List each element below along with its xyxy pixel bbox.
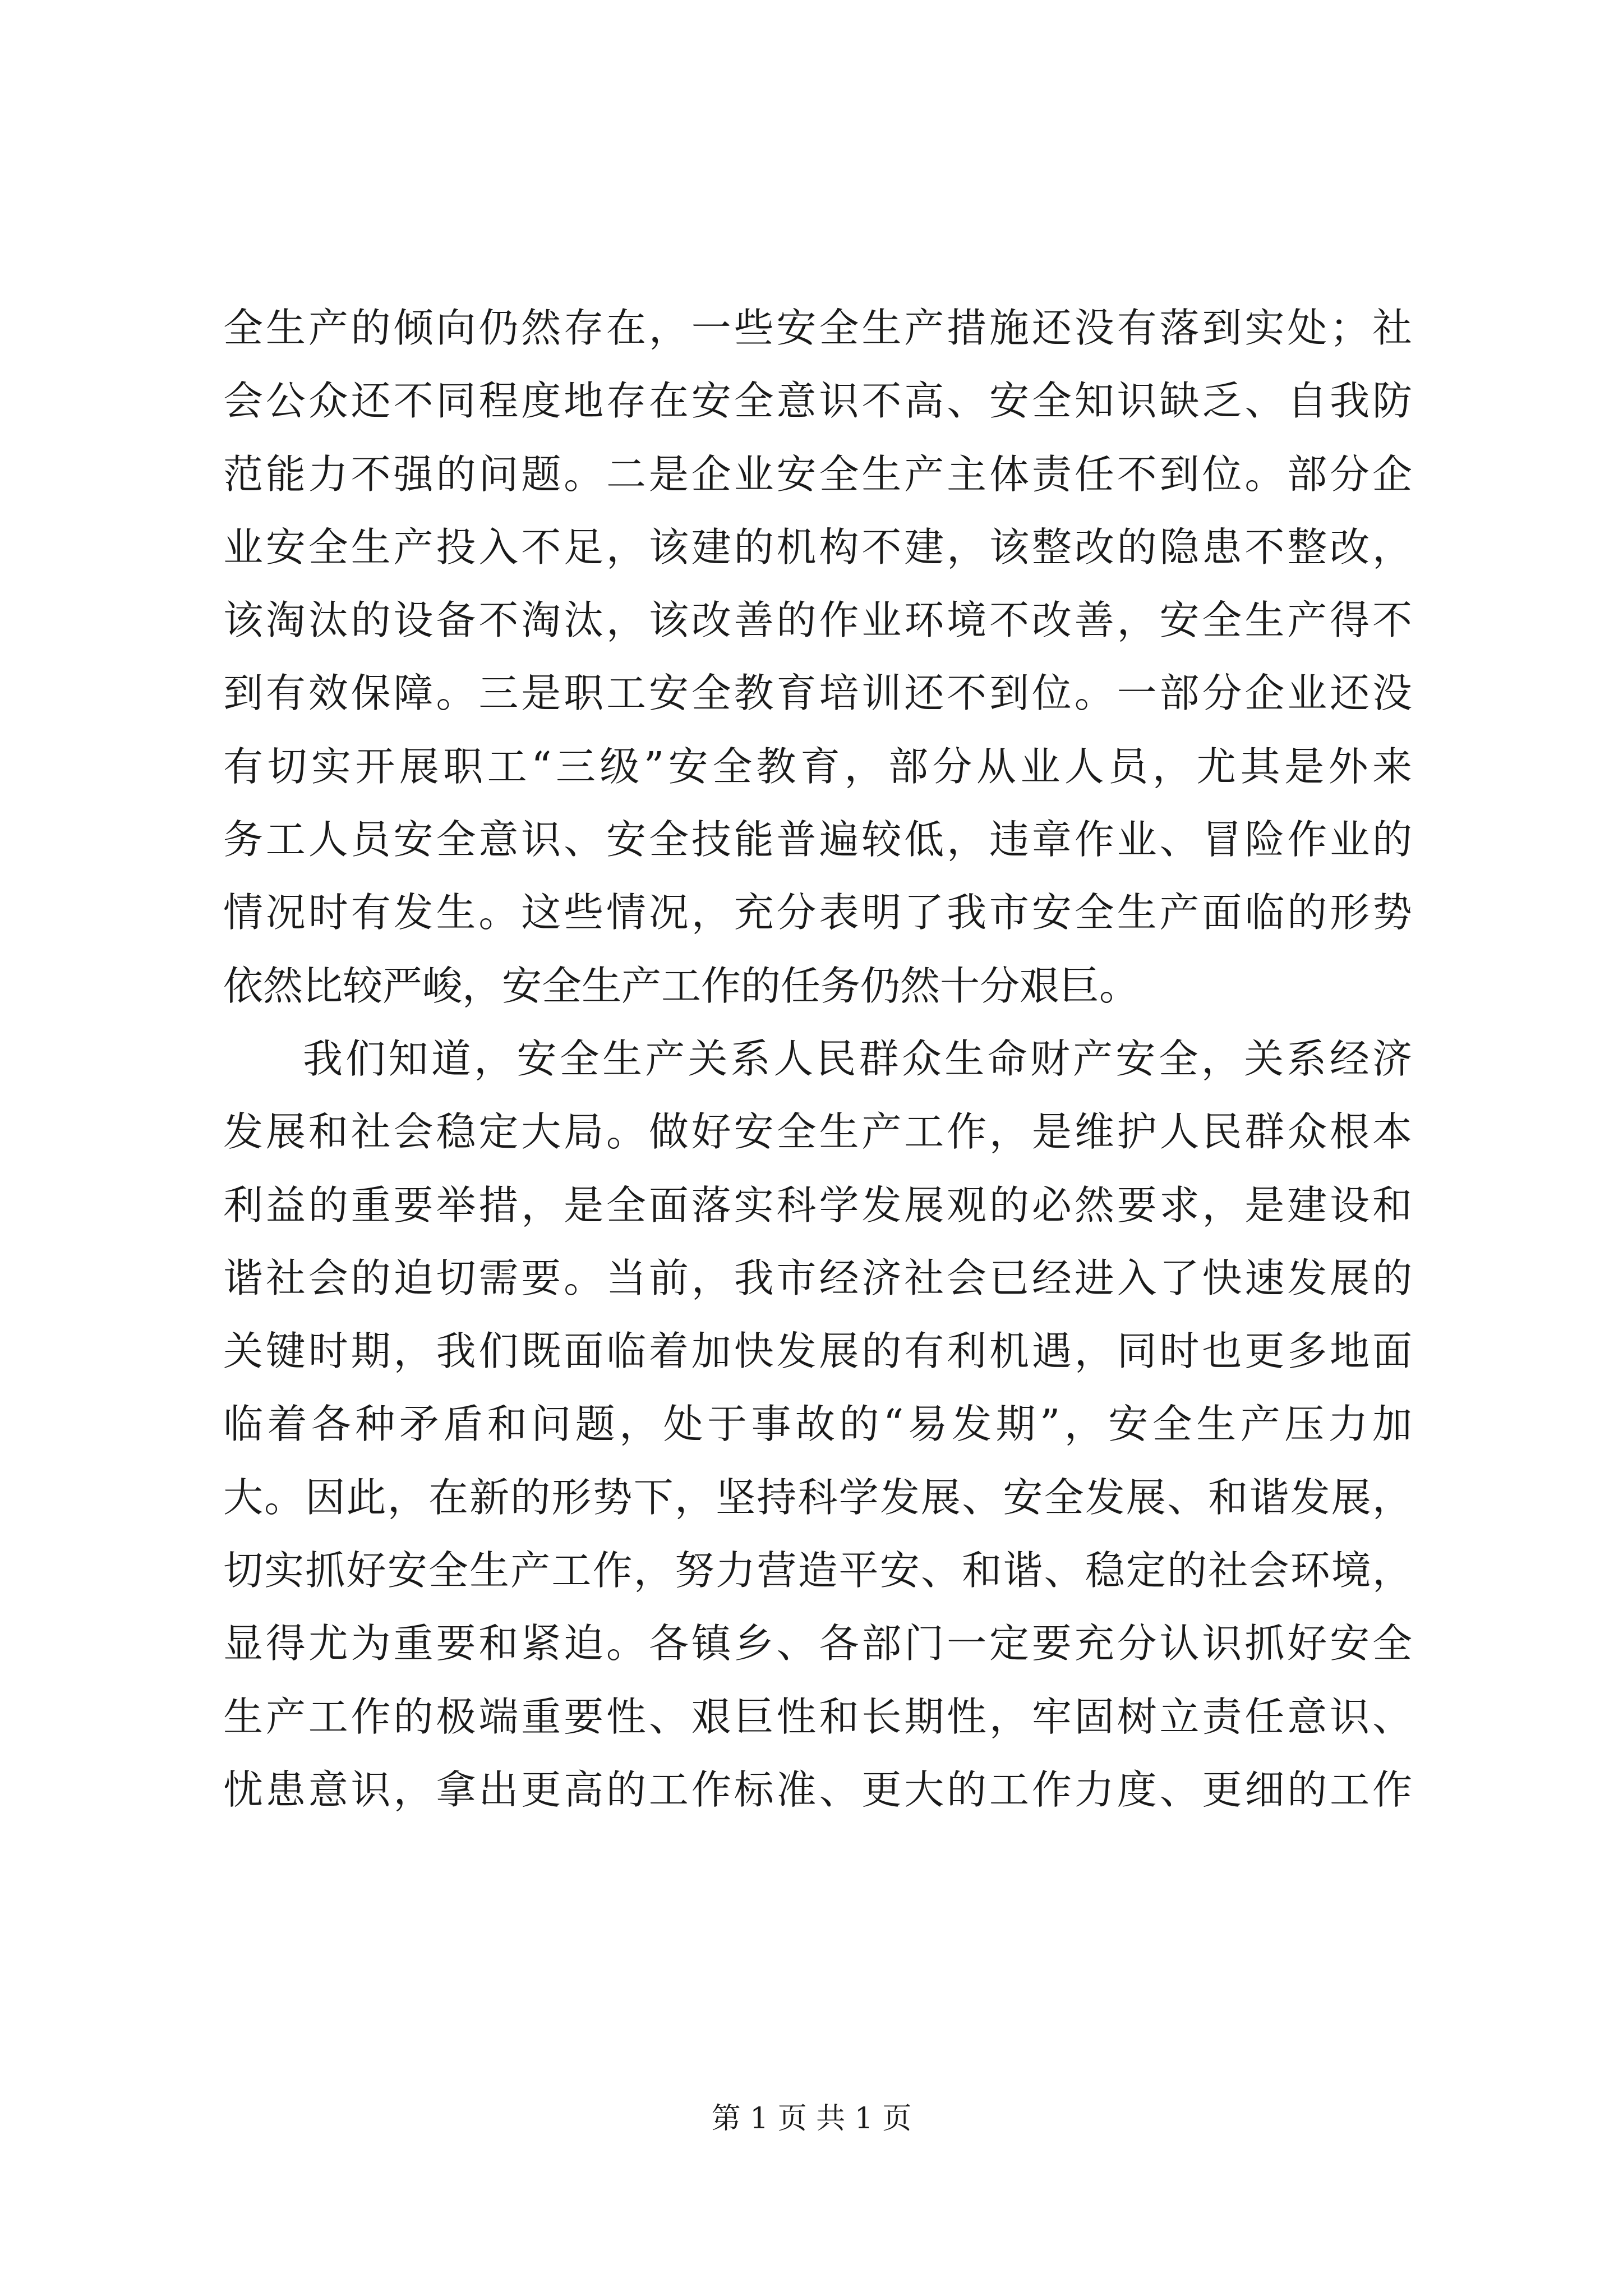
page-number-footer: 第 1 页 共 1 页 [711,2102,912,2136]
text-line: 会公众还不同程度地存在安全意识不高、安全知识缺乏、自我防 [223,378,1412,425]
text-line: 谐社会的迫切需要。当前，我市经济社会已经进入了快速发展的 [223,1254,1412,1301]
text-line: 该淘汰的设备不淘汰，该改善的作业环境不改善，安全生产得不 [223,597,1412,644]
text-line: 范能力不强的问题。二是企业安全生产主体责任不到位。部分企 [223,450,1412,498]
text-line: 生产工作的极端重要性、艰巨性和长期性，牢固树立责任意识、 [223,1693,1412,1740]
text-line: 依然比较严峻，安全生产工作的任务仍然十分艰巨。 [223,962,1140,1009]
text-line: 全生产的倾向仍然存在，一些安全生产措施还没有落到实处；社 [223,305,1412,351]
text-line: 发展和社会稳定大局。做好安全生产工作，是维护人民群众根本 [223,1108,1412,1156]
text-line: 临着各种矛盾和问题，处于事故的“易发期”，安全生产压力加 [223,1401,1412,1448]
text-line: 情况时有发生。这些情况，充分表明了我市安全生产面临的形势 [223,889,1412,936]
text-line: 显得尤为重要和紧迫。各镇乡、各部门一定要充分认识抓好安全 [223,1620,1412,1667]
text-line: 务工人员安全意识、安全技能普遍较低，违章作业、冒险作业的 [223,816,1412,863]
text-line: 有切实开展职工“三级”安全教育，部分从业人员，尤其是外来 [223,743,1412,790]
text-line: 我们知道，安全生产关系人民群众生命财产安全，关系经济 [303,1035,1412,1082]
text-line: 大。因此，在新的形势下，坚持科学发展、安全发展、和谐发展， [223,1474,1412,1521]
text-line: 业安全生产投入不足，该建的机构不建，该整改的隐患不整改， [223,523,1412,570]
body-text [223,292,1412,1826]
text-line: 切实抓好安全生产工作，努力营造平安、和谐、稳定的社会环境， [223,1547,1412,1594]
text-line: 忧患意识，拿出更高的工作标准、更大的工作力度、更细的工作 [223,1766,1412,1813]
text-line: 关键时期，我们既面临着加快发展的有利机遇，同时也更多地面 [223,1328,1412,1375]
text-line: 利益的重要举措，是全面落实科学发展观的必然要求，是建设和 [223,1181,1412,1228]
text-line: 到有效保障。三是职工安全教育培训还不到位。一部分企业还没 [223,670,1412,717]
